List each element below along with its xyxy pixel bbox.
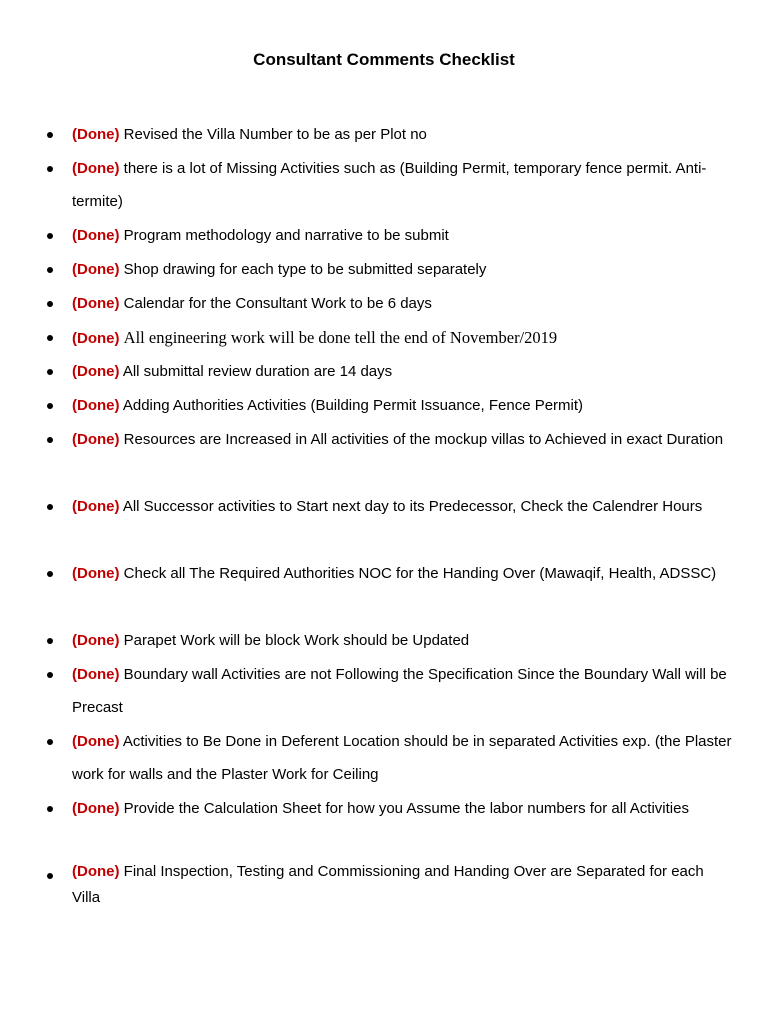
item-text: Check all The Required Authorities NOC for the Handing Over (Mawaqif, Health, ADSSC) <box>123 565 717 582</box>
checklist-item <box>0 389 768 423</box>
item-text: Final Inspection, Testing and Commissioning and Handing Over are Separated for each Villa <box>72 863 704 906</box>
bullet-icon <box>47 132 53 138</box>
item-text: Boundary wall Activities are not Following the Specification Since the Boundary Wall will be Precast <box>72 666 727 716</box>
checklist-item <box>0 152 768 219</box>
item-text: Revised the Villa Number to be as per Plot no <box>123 126 427 143</box>
status-label: (Done) <box>72 330 120 347</box>
bullet-icon <box>47 806 53 812</box>
item-text: Activities to Be Done in Deferent Location should be in separated Activities exp. (the Plaster work for walls and the Plaster Work for Ceiling <box>72 733 732 783</box>
checklist-item <box>0 118 768 152</box>
status-label: (Done) <box>72 261 120 278</box>
item-text: Adding Authorities Activities (Building Permit Issuance, Fence Permit) <box>122 397 584 414</box>
status-label: (Done) <box>72 733 120 750</box>
checklist-item <box>0 321 768 355</box>
item-text: Program methodology and narrative to be submit <box>123 227 449 244</box>
bullet-icon <box>47 369 53 375</box>
bullet-icon <box>47 672 53 678</box>
bullet-icon <box>47 873 53 879</box>
checklist-item <box>0 490 768 557</box>
bullet-icon <box>47 739 53 745</box>
bullet-icon <box>47 267 53 273</box>
item-text: Resources are Increased in All activities of the mockup villas to Achieved in exact Duration <box>123 431 724 448</box>
status-label: (Done) <box>72 632 120 649</box>
status-label: (Done) <box>72 863 120 880</box>
bullet-icon <box>47 233 53 239</box>
document-title: Consultant Comments Checklist <box>253 50 515 69</box>
status-label: (Done) <box>72 397 120 414</box>
status-label: (Done) <box>72 565 120 582</box>
checklist-item <box>0 658 768 725</box>
checklist-item <box>0 219 768 253</box>
bullet-icon <box>47 335 53 341</box>
status-label: (Done) <box>72 666 120 683</box>
checklist-item <box>0 725 768 792</box>
item-text: there is a lot of Missing Activities such as (Building Permit, temporary fence permit. Anti-termite) <box>72 160 707 210</box>
item-text: Shop drawing for each type to be submitted separately <box>123 261 487 278</box>
bullet-icon <box>47 301 53 307</box>
checklist-item <box>0 792 768 859</box>
item-text: Provide the Calculation Sheet for how you Assume the labor numbers for all Activities <box>123 800 689 817</box>
bullet-icon <box>47 403 53 409</box>
item-text: Calendar for the Consultant Work to be 6 days <box>123 295 432 312</box>
checklist <box>0 118 768 919</box>
status-label: (Done) <box>72 295 120 312</box>
bullet-icon <box>47 437 53 443</box>
checklist-item <box>0 253 768 287</box>
bullet-icon <box>47 571 53 577</box>
item-text: All engineering work will be done tell the end of November/2019 <box>123 328 558 347</box>
status-label: (Done) <box>72 160 120 177</box>
checklist-item <box>0 557 768 624</box>
item-text: Parapet Work will be block Work should be Updated <box>123 632 470 649</box>
bullet-icon <box>47 166 53 172</box>
checklist-item <box>0 859 768 919</box>
checklist-item <box>0 423 768 490</box>
item-text: All submittal review duration are 14 days <box>122 363 393 380</box>
bullet-icon <box>47 638 53 644</box>
item-text: All Successor activities to Start next day to its Predecessor, Check the Calendrer Hours <box>122 498 703 515</box>
status-label: (Done) <box>72 227 120 244</box>
status-label: (Done) <box>72 126 120 143</box>
status-label: (Done) <box>72 363 120 380</box>
status-label: (Done) <box>72 498 120 515</box>
status-label: (Done) <box>72 431 120 448</box>
status-label: (Done) <box>72 800 120 817</box>
checklist-item <box>0 355 768 389</box>
checklist-item <box>0 287 768 321</box>
bullet-icon <box>47 504 53 510</box>
checklist-item <box>0 624 768 658</box>
